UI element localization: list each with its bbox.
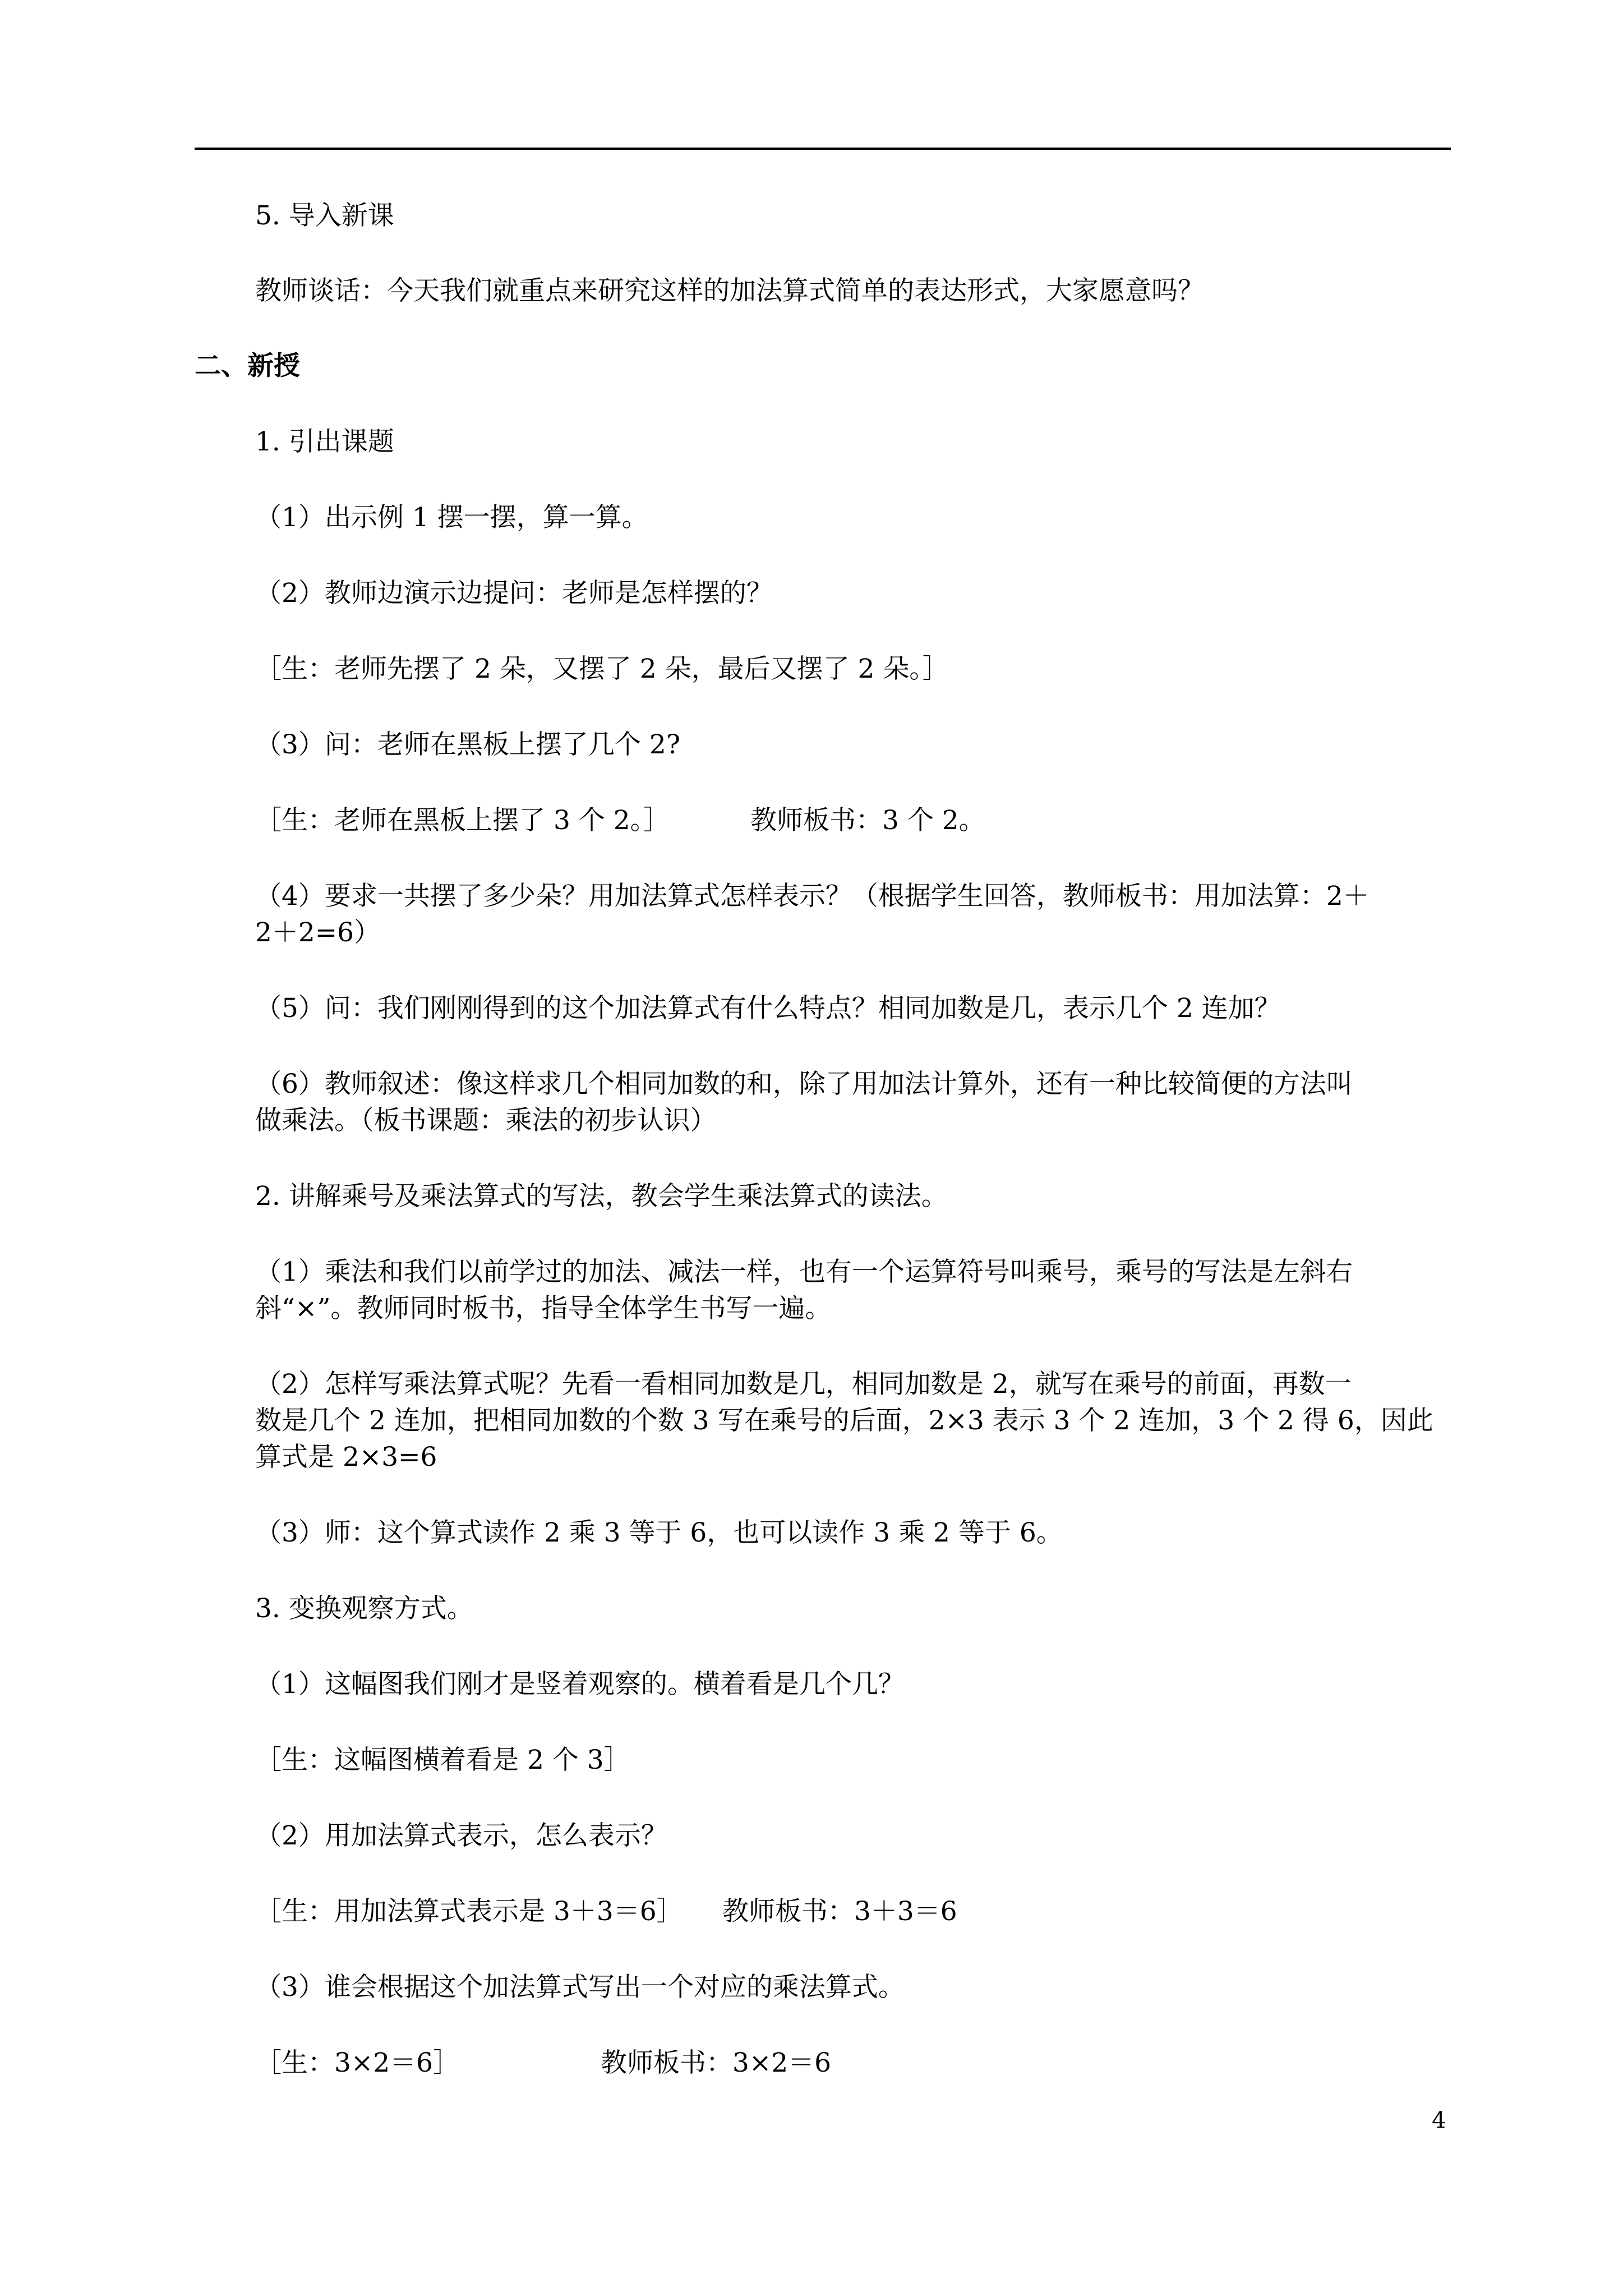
page-number: 4	[1432, 2108, 1446, 2133]
step-3: （3）问：老师在黑板上摆了几个 2?	[255, 729, 680, 760]
student-answer-4: ［生：用加法算式表示是 3＋3＝6］	[255, 1896, 683, 1927]
step-4-line-1: （4）要求一共摆了多少朵？用加法算式怎样表示？（根据学生回答，教师板书：用加法算：2＋	[255, 881, 1370, 912]
teacher-board-note-1: 教师板书：3 个 2。	[750, 805, 985, 836]
item-heading-3: 3. 变换观察方式。	[255, 1593, 473, 1624]
sub-step-1-line-2: 斜“×”。教师同时板书，指导全体学生书写一遍。	[255, 1293, 832, 1324]
sub-step-3: （3）师：这个算式读作 2 乘 3 等于 6，也可以读作 3 乘 2 等于 6。	[255, 1517, 1063, 1548]
observe-step-1: （1）这幅图我们刚才是竖着观察的。横着看是几个几？	[255, 1669, 905, 1700]
observe-step-2: （2）用加法算式表示，怎么表示？	[255, 1820, 667, 1851]
student-answer-3: ［生：这幅图横着看是 2 个 3］	[255, 1745, 630, 1775]
step-6-line-1: （6）教师叙述：像这样求几个相同加数的和，除了用加法计算外，还有一种比较简便的方法叫	[255, 1069, 1353, 1099]
section-heading-new-lesson: 二、新授	[195, 351, 300, 381]
teacher-board-note-2: 教师板书：3＋3＝6	[722, 1896, 957, 1927]
item-heading-1: 1. 引出课题	[255, 426, 394, 457]
step-2: （2）教师边演示边提问：老师是怎样摆的？	[255, 578, 773, 609]
header-rule	[195, 148, 1451, 150]
sub-step-2-line-1: （2）怎样写乘法算式呢？先看一看相同加数是几，相同加数是 2，就写在乘号的前面，再数一	[255, 1369, 1352, 1400]
step-4-line-2: 2＋2=6）	[255, 917, 381, 948]
observe-step-3: （3）谁会根据这个加法算式写出一个对应的乘法算式。	[255, 1972, 905, 2003]
paragraph-teacher-talk: 教师谈话：今天我们就重点来研究这样的加法算式简单的表达形式，大家愿意吗？	[255, 275, 1204, 306]
item-heading-5: 5. 导入新课	[255, 200, 394, 231]
teacher-board-note-3: 教师板书：3×2＝6	[601, 2047, 832, 2078]
step-1: （1）出示例 1 摆一摆，算一算。	[255, 502, 648, 533]
item-heading-2: 2. 讲解乘号及乘法算式的写法，教会学生乘法算式的读法。	[255, 1181, 948, 1212]
student-answer-5: ［生：3×2＝6］	[255, 2047, 460, 2078]
student-answer-2: ［生：老师在黑板上摆了 3 个 2。］	[255, 805, 670, 836]
step-5: （5）问：我们刚刚得到的这个加法算式有什么特点？相同加数是几，表示几个 2 连加？	[255, 993, 1281, 1024]
sub-step-2-line-2: 数是几个 2 连加，把相同加数的个数 3 写在乘号的后面，2×3 表示 3 个 2 连加，3 个 2 得 6，因此	[255, 1405, 1433, 1436]
sub-step-1-line-1: （1）乘法和我们以前学过的加法、减法一样，也有一个运算符号叫乘号，乘号的写法是左斜右	[255, 1257, 1353, 1287]
student-answer-1: ［生：老师先摆了 2 朵，又摆了 2 朵，最后又摆了 2 朵。］	[255, 654, 949, 684]
step-6-line-2: 做乘法。（板书课题：乘法的初步认识）	[255, 1105, 717, 1136]
sub-step-2-line-3: 算式是 2×3=6	[255, 1442, 437, 1473]
